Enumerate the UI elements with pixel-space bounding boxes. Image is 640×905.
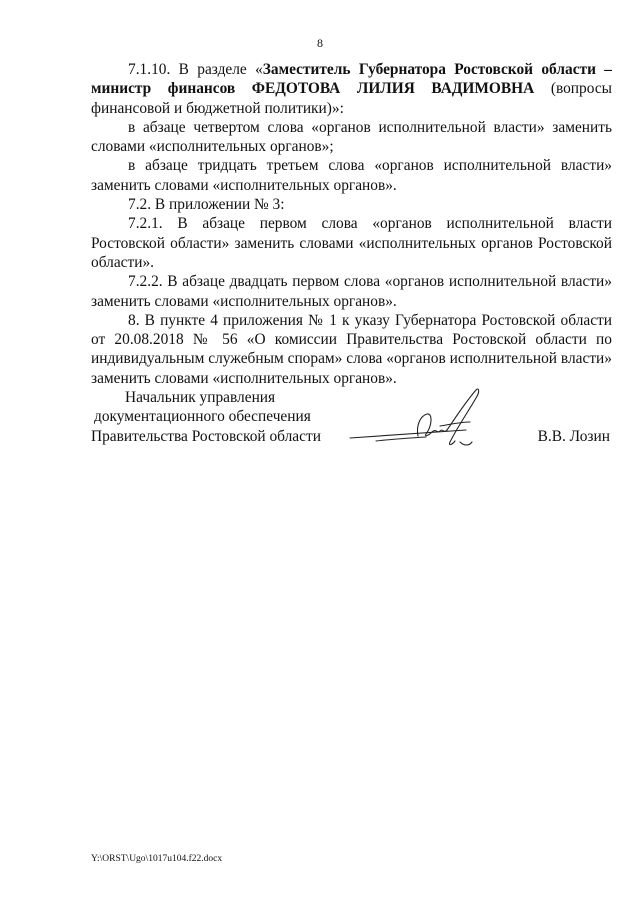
paragraph-p-abzac-4 — [91, 118, 612, 157]
signer-position-line-1: Начальник управления — [125, 389, 276, 406]
text-run: 7.2.2. В абзаце двадцать первом слова «органов исполнительной власти» заменить словами «исполнительных органов». — [91, 273, 612, 310]
paragraph-p-abzac-33 — [91, 156, 612, 195]
text-run: (вопросы финансовой и бюджетной политики)»: — [91, 80, 612, 117]
text-run: в абзаце четвертом слова «органов исполнительной власти» заменить словами «исполнительных органов»; — [91, 118, 612, 156]
paragraph-p-7-2-2 — [91, 272, 612, 311]
text-run: в абзаце тридцать третьем слова «органов исполнительной власти» заменить словами «исполнительных органов». — [91, 157, 612, 194]
text-run: 8. В пункте 4 приложения № 1 к указу Губернатора Ростовской области от 20.08.2018 № 56 «О комиссии Правительства Ростовской области по индивидуальным служебным спорам» слова «органов исполнительной власти» заменить словами «исполнительных органов». — [91, 311, 612, 387]
signer-name: В.В. Лозин — [537, 427, 610, 445]
paragraph-p-7-1-10 — [91, 60, 612, 118]
paragraph-p-8 — [91, 311, 612, 388]
text-run: 7.2. В приложении № 3: — [128, 196, 285, 214]
footer-file-path: Y:\ORST\Ugo\1017u104.f22.docx — [91, 854, 223, 864]
signer-position-line-2: документационного обеспечения — [94, 408, 311, 426]
page-number: 8 — [317, 36, 323, 50]
bold-text-run: Заместитель Губернатора Ростовской области – министр финансов ФЕДОТОВА ЛИЛИЯ ВАДИМОВНА — [91, 61, 612, 98]
signer-position-line-3: Правительства Ростовской области — [91, 427, 321, 445]
text-run: 7.2.1. В абзаце первом слова «органов исполнительной власти Ростовской области» заменить словами «исполнительных органов Ростовской области». — [91, 215, 612, 271]
signer-position — [91, 388, 331, 446]
document-body — [91, 60, 612, 388]
paragraph-p-7-2 — [91, 195, 612, 214]
paragraph-p-7-2-1 — [91, 214, 612, 272]
text-run: 7.1.10. В разделе « — [128, 61, 263, 78]
handwritten-signature — [348, 386, 483, 456]
